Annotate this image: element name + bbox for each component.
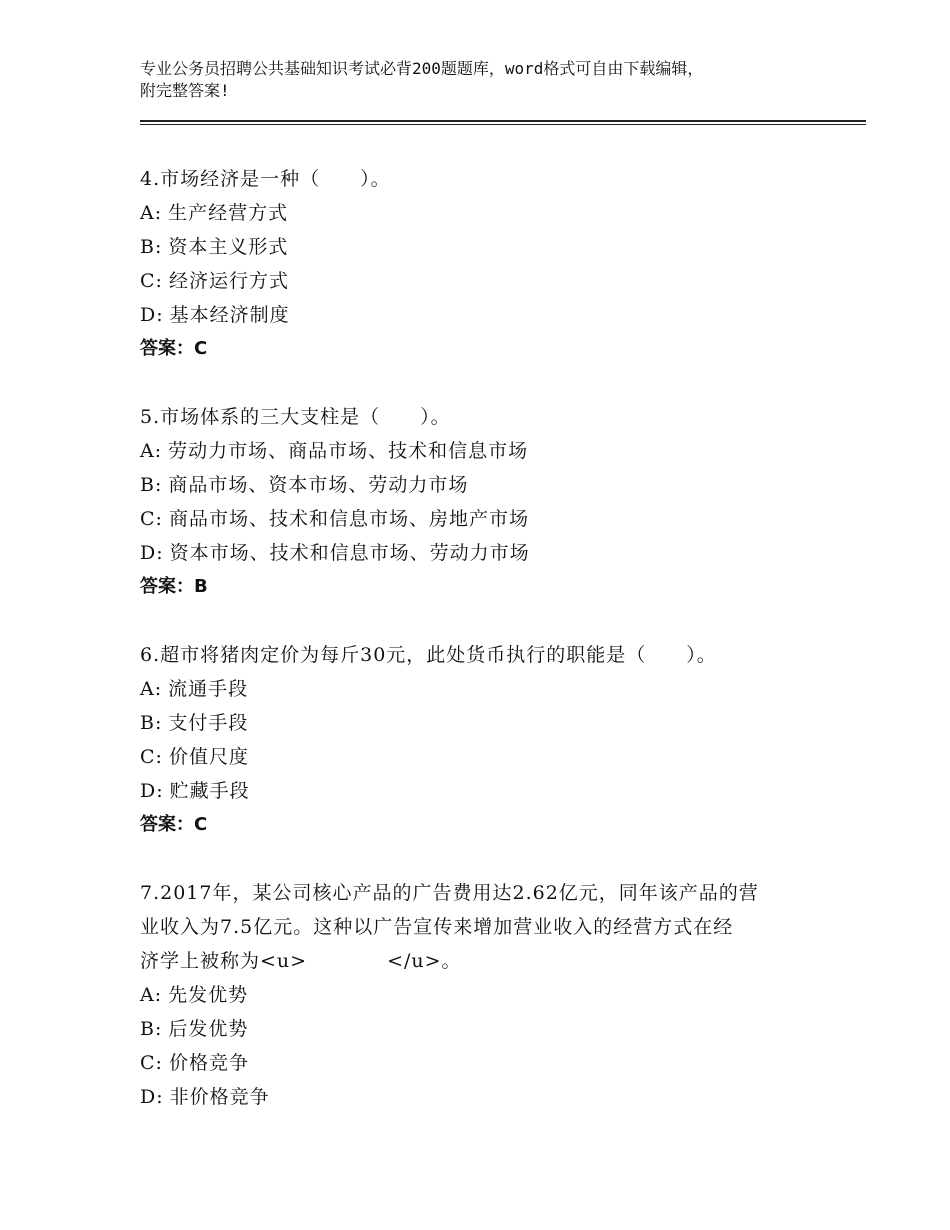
answer bbox=[140, 808, 830, 842]
option-d bbox=[140, 536, 830, 570]
option-key: C: bbox=[140, 1052, 163, 1074]
answer-label: 答案： bbox=[140, 576, 194, 597]
option-text: 资本市场、技术和信息市场、劳动力市场 bbox=[169, 542, 530, 564]
header-rule-thick bbox=[140, 120, 866, 122]
option-key: D: bbox=[140, 780, 164, 802]
option-key: A: bbox=[140, 678, 163, 700]
option-text: 价值尺度 bbox=[168, 746, 249, 768]
option-d bbox=[140, 774, 830, 808]
option-d bbox=[140, 298, 830, 332]
question-7 bbox=[140, 876, 830, 1114]
question-stem: 6.超市将猪肉定价为每斤30元，此处货币执行的职能是（ ）。 bbox=[140, 644, 717, 666]
question-stem-line-3: 济学上被称为<u> </u>。 bbox=[140, 950, 462, 972]
option-text: 劳动力市场、商品市场、技术和信息市场 bbox=[168, 440, 529, 462]
question-6 bbox=[140, 638, 830, 842]
option-key: C: bbox=[140, 270, 163, 292]
option-text: 经济运行方式 bbox=[168, 270, 289, 292]
document-header bbox=[140, 58, 840, 102]
option-b bbox=[140, 230, 830, 264]
question-stem-line-1: 7.2017年，某公司核心产品的广告费用达2.62亿元，同年该产品的营 bbox=[140, 882, 759, 904]
option-a bbox=[140, 196, 830, 230]
header-rule-thin bbox=[140, 124, 866, 125]
question-stem: 4.市场经济是一种（ ）。 bbox=[140, 168, 391, 190]
option-text: 资本主义形式 bbox=[168, 236, 289, 258]
option-text: 商品市场、资本市场、劳动力市场 bbox=[168, 474, 469, 496]
option-c bbox=[140, 264, 830, 298]
option-key: B: bbox=[140, 712, 163, 734]
option-text: 流通手段 bbox=[168, 678, 249, 700]
option-key: A: bbox=[140, 984, 163, 1006]
answer bbox=[140, 332, 830, 366]
option-key: D: bbox=[140, 1086, 164, 1108]
option-c bbox=[140, 740, 830, 774]
option-key: D: bbox=[140, 304, 164, 326]
option-a bbox=[140, 672, 830, 706]
question-stem: 5.市场体系的三大支柱是（ ）。 bbox=[140, 406, 451, 428]
option-b bbox=[140, 468, 830, 502]
answer bbox=[140, 570, 830, 604]
question-stem-line-2: 业收入为7.5亿元。这种以广告宣传来增加营业收入的经营方式在经 bbox=[140, 916, 734, 938]
header-line-1: 专业公务员招聘公共基础知识考试必背200题题库，word格式可自由下载编辑， bbox=[140, 59, 704, 78]
option-key: A: bbox=[140, 440, 163, 462]
answer-value: B bbox=[194, 576, 208, 597]
answer-label: 答案： bbox=[140, 338, 194, 359]
question-4 bbox=[140, 162, 830, 366]
option-text: 支付手段 bbox=[168, 712, 249, 734]
option-text: 后发优势 bbox=[168, 1018, 249, 1040]
option-key: D: bbox=[140, 542, 164, 564]
option-c bbox=[140, 1046, 830, 1080]
option-key: B: bbox=[140, 474, 163, 496]
option-a bbox=[140, 434, 830, 468]
option-text: 生产经营方式 bbox=[168, 202, 289, 224]
option-a bbox=[140, 978, 830, 1012]
option-b bbox=[140, 706, 830, 740]
option-text: 贮藏手段 bbox=[169, 780, 250, 802]
header-line-2: 附完整答案! bbox=[140, 81, 230, 100]
option-text: 先发优势 bbox=[168, 984, 249, 1006]
answer-label: 答案： bbox=[140, 814, 194, 835]
option-text: 基本经济制度 bbox=[169, 304, 290, 326]
answer-value: C bbox=[194, 338, 208, 359]
option-text: 非价格竞争 bbox=[169, 1086, 270, 1108]
option-key: C: bbox=[140, 746, 163, 768]
option-b bbox=[140, 1012, 830, 1046]
option-text: 商品市场、技术和信息市场、房地产市场 bbox=[168, 508, 529, 530]
answer-value: C bbox=[194, 814, 208, 835]
option-text: 价格竞争 bbox=[168, 1052, 249, 1074]
option-key: B: bbox=[140, 1018, 163, 1040]
option-c bbox=[140, 502, 830, 536]
question-list bbox=[140, 162, 830, 1148]
option-key: A: bbox=[140, 202, 163, 224]
option-key: B: bbox=[140, 236, 163, 258]
option-key: C: bbox=[140, 508, 163, 530]
question-5 bbox=[140, 400, 830, 604]
option-d bbox=[140, 1080, 830, 1114]
